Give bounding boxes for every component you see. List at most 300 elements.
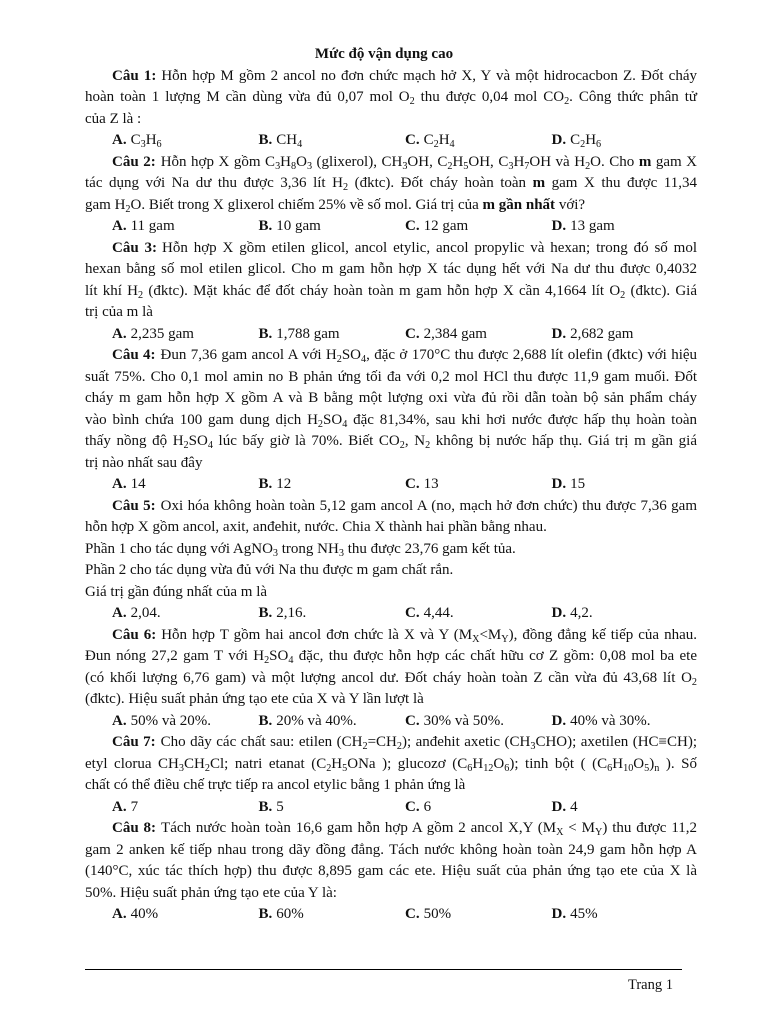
bold-text: m <box>532 175 546 191</box>
option-text <box>424 713 504 729</box>
question-label: Câu 3: <box>112 239 158 256</box>
text-run: ONa ); glucozơ (C <box>347 755 468 772</box>
option-text <box>131 605 161 621</box>
text-run: thấy nồng độ H <box>85 433 184 449</box>
question-label: Câu 6: <box>112 626 157 643</box>
answer-option-d <box>552 216 699 238</box>
subscript: 2 <box>396 741 402 753</box>
option-text <box>276 476 291 492</box>
text-run: 50% <box>423 906 452 922</box>
subscript: 7 <box>524 160 530 172</box>
subscript: 5 <box>463 160 469 172</box>
option-text <box>570 605 593 621</box>
text-run: CHO); axetilen (HC≡CH); <box>535 734 697 750</box>
text-run: H <box>145 132 157 148</box>
answer-option-a <box>112 603 259 625</box>
text-run: 11 gam <box>130 218 175 234</box>
text-run: , đặc ở 170°C thu được 2,688 lít olefin (đktc) với hiệu <box>366 347 698 363</box>
subscript: 2 <box>317 418 323 430</box>
document-body <box>85 44 697 926</box>
question-label: Câu 1: <box>112 67 157 84</box>
text-run: =CH <box>367 734 397 750</box>
text-line <box>85 646 697 668</box>
option-text <box>131 218 175 234</box>
subscript: 3 <box>402 160 408 172</box>
answer-option-a <box>112 474 259 496</box>
text-run: 2,04. <box>130 605 161 621</box>
subscript: X <box>472 633 480 645</box>
text-run: Phần 2 cho tác dụng vừa đủ với Na thu được m gam chất rắn. <box>85 562 454 578</box>
option-text <box>276 218 321 234</box>
answer-option-c <box>405 711 552 733</box>
subscript: 2 <box>564 96 570 108</box>
subscript: 6 <box>504 762 510 774</box>
option-text <box>131 906 159 922</box>
text-run: 4,2. <box>570 605 593 621</box>
option-letter: D. <box>551 325 567 342</box>
option-letter: C. <box>405 798 420 815</box>
subscript: 2 <box>425 440 431 452</box>
option-letter: D. <box>551 476 567 492</box>
answer-options <box>85 603 697 625</box>
answer-option-c <box>405 474 552 496</box>
option-text <box>423 132 455 151</box>
subscript: X <box>556 827 564 839</box>
text-run: 2,16. <box>276 605 307 621</box>
subscript: 2 <box>409 96 415 108</box>
option-text <box>130 132 162 151</box>
subscript: 4 <box>297 139 303 151</box>
text-run: O. Biết trong X glixerol chiếm 25% về số mol. Giá trị của <box>130 196 483 213</box>
question-label: Câu 2: <box>112 153 156 170</box>
answer-options <box>85 130 697 152</box>
text-line <box>85 195 697 217</box>
text-run: (glixerol), CH <box>312 153 403 170</box>
answer-options <box>85 324 697 346</box>
text-line <box>85 668 697 690</box>
subscript: Y <box>594 827 603 839</box>
subscript: 3 <box>275 160 281 172</box>
answer-option-a <box>112 797 259 819</box>
answer-options <box>85 216 697 238</box>
text-run: vào bình chứa 100 gam dung dịch H <box>85 411 318 428</box>
option-letter: B. <box>258 712 273 729</box>
text-run: gam X thu được 11,34 <box>545 175 697 191</box>
option-text <box>276 132 303 151</box>
text-run: , N <box>404 433 426 449</box>
option-letter: D. <box>551 712 567 729</box>
question-label: Câu 4: <box>112 347 156 363</box>
option-letter: C. <box>405 712 420 729</box>
subscript: 2 <box>326 762 332 774</box>
text-run: (đktc). Hiệu suất phản ứng tạo ete của X và Y lần lượt là <box>85 691 424 707</box>
text-line <box>85 66 697 88</box>
option-letter: C. <box>405 906 420 922</box>
text-run: 6 <box>423 798 432 815</box>
text-run: O <box>296 153 307 170</box>
text-line <box>85 431 697 453</box>
question-7 <box>85 732 697 818</box>
text-line <box>85 302 697 324</box>
text-run: 10 gam <box>276 218 321 234</box>
answer-option-a <box>112 324 259 346</box>
text-run: trong NH <box>278 540 339 557</box>
text-line <box>85 689 697 711</box>
subscript: 2 <box>585 160 591 172</box>
text-run: 5 <box>276 798 284 815</box>
option-text <box>424 906 452 922</box>
text-line <box>85 560 697 582</box>
text-run: Tách nước hoàn toàn 16,6 gam hỗn hợp A gồm 2 ancol X,Y (M <box>161 820 557 836</box>
text-run: C <box>130 132 141 148</box>
option-letter: D. <box>551 605 567 621</box>
option-text <box>276 713 356 729</box>
answer-option-b <box>259 130 406 152</box>
option-text <box>570 218 615 234</box>
subscript: 6 <box>156 139 162 151</box>
text-run: (có khối lượng 6,76 gam) và một lượng ancol dư. Đốt cháy hoàn toàn Z cần vừa đủ 43,68 lít O <box>85 669 692 686</box>
text-line <box>85 840 697 862</box>
option-text <box>424 218 469 234</box>
text-line <box>85 517 697 539</box>
text-run: C <box>570 132 581 148</box>
subscript: 3 <box>140 139 146 151</box>
subscript: 3 <box>272 547 279 559</box>
subscript: 2 <box>342 182 349 194</box>
subscript: 2 <box>620 289 626 301</box>
answer-option-c <box>405 130 552 152</box>
answer-option-b <box>259 797 406 819</box>
answer-option-c <box>405 904 552 926</box>
text-run: OH và H <box>529 153 586 170</box>
text-line <box>85 410 697 432</box>
option-text <box>570 799 578 815</box>
text-run: 13 gam <box>570 218 615 234</box>
answer-option-a <box>112 216 259 238</box>
text-run: H <box>612 755 624 772</box>
text-run: 20% và 40%. <box>276 712 357 729</box>
subscript: 3 <box>306 160 313 172</box>
text-run: <M <box>479 626 502 643</box>
text-line <box>85 388 697 410</box>
answer-option-c <box>405 603 552 625</box>
option-text <box>276 605 306 621</box>
text-run: ). Số <box>659 755 698 772</box>
text-run: Đun 7,36 gam ancol A với H <box>160 347 337 363</box>
question-label: Câu 8: <box>112 820 157 836</box>
text-run: (đktc). Mặt khác để đốt cháy hoàn toàn m gam hỗn hợp X cần 4,1664 lít O <box>143 282 621 299</box>
text-line <box>85 87 697 109</box>
text-run: 40% và 30%. <box>570 712 651 729</box>
text-line <box>85 883 697 905</box>
text-run: ) thu được 11,2 <box>602 820 698 836</box>
subscript: 2 <box>433 139 439 151</box>
subscript: 4 <box>342 418 348 430</box>
text-run: 13 <box>423 476 439 492</box>
subscript: 2 <box>183 440 189 452</box>
option-text <box>424 605 454 621</box>
text-run: SO <box>188 433 208 449</box>
text-run: lúc bấy giờ là 70%. Biết CO <box>212 433 400 449</box>
option-text <box>131 326 194 342</box>
option-letter: B. <box>258 325 273 342</box>
answer-option-c <box>405 324 552 346</box>
answer-option-d <box>552 711 699 733</box>
subscript: 2 <box>691 676 697 688</box>
question-6 <box>85 625 697 733</box>
text-run: Giá trị gần đúng nhất của m là <box>85 583 268 600</box>
text-run: thu được 23,76 gam kết tủa. <box>343 540 516 557</box>
text-run: ); tinh bột ( (C <box>509 755 608 772</box>
text-run: (đktc). Đốt cháy hoàn toàn <box>348 175 533 191</box>
question-5 <box>85 496 697 625</box>
subscript: 4 <box>207 440 213 452</box>
text-run: trị của m là <box>85 304 153 320</box>
option-letter: A. <box>112 218 127 234</box>
answer-option-c <box>405 216 552 238</box>
text-run: gam X <box>651 153 698 170</box>
text-run: lít khí H <box>85 282 139 299</box>
subscript: 2 <box>336 354 342 366</box>
text-line <box>85 152 697 174</box>
text-run: đặc, thu được hỗn hợp các chất hữu cơ Z gồm: 0,08 mol ba ete <box>293 648 697 664</box>
text-run: ) <box>649 755 655 772</box>
answer-option-b <box>259 474 406 496</box>
text-run: của Z là : <box>85 110 142 127</box>
subscript: 2 <box>138 289 144 301</box>
question-8 <box>85 818 697 926</box>
text-line <box>85 625 697 647</box>
text-run: Cho dãy các chất sau: etilen (CH <box>160 734 363 750</box>
subscript: 3 <box>530 741 536 753</box>
text-run: H <box>438 132 450 148</box>
text-run: ), đồng đẳng kế tiếp của nhau. <box>508 626 698 643</box>
text-run: với? <box>555 196 586 213</box>
bold-text: m gần nhất <box>482 196 556 213</box>
page-number: Trang 1 <box>628 977 673 993</box>
text-run: tác dụng với Na dư thu được 3,36 lít H <box>85 175 343 191</box>
answer-options <box>85 797 697 819</box>
text-run: 14 <box>130 476 146 492</box>
text-line <box>85 582 697 604</box>
text-run: 4,44. <box>423 605 454 621</box>
text-run: ); anđehit axetic (CH <box>401 734 531 750</box>
text-run: cháy m gam hỗn hợp X gồm A và B bằng một lượng oxi vừa đủ rồi dẫn toàn bộ sản phẩm cháy <box>85 390 697 406</box>
option-letter: B. <box>258 218 273 234</box>
text-line <box>85 259 697 281</box>
text-run: Hỗn hợp X gồm C <box>160 153 276 170</box>
text-line <box>85 367 697 389</box>
subscript: 12 <box>483 762 494 774</box>
option-text <box>276 906 304 922</box>
text-run: suất 75%. Cho 0,1 mol amin no B phản ứng tối đa với 0,2 mol HCl thu được 11,9 gam muối. Đốt <box>85 368 697 385</box>
text-run: 50%. Hiệu suất phản ứng tạo ete của Y là: <box>85 884 337 901</box>
question-2 <box>85 152 697 238</box>
text-run: OH, C <box>407 153 448 170</box>
answer-option-b <box>259 603 406 625</box>
answer-option-d <box>552 324 699 346</box>
subscript: 4 <box>288 655 294 667</box>
option-letter: A. <box>112 325 127 342</box>
option-text <box>570 132 602 151</box>
answer-option-d <box>552 130 699 152</box>
text-run: H <box>280 153 291 170</box>
text-line <box>85 109 697 131</box>
text-run: Hỗn hợp X gồm etilen glicol, ancol etylic, ancol propylic và hexan; trong đó số mol <box>162 239 698 256</box>
answer-options <box>85 474 697 496</box>
text-run: O <box>633 755 645 772</box>
text-run: 12 <box>276 476 292 492</box>
text-line <box>85 754 697 776</box>
answer-options <box>85 711 697 733</box>
footer-divider <box>85 969 682 970</box>
text-run: H <box>331 755 343 772</box>
answer-option-c <box>405 797 552 819</box>
option-letter: A. <box>112 132 127 148</box>
answer-option-a <box>112 130 259 152</box>
text-run: gam 2 anken kế tiếp nhau trong dãy đồng đẳng. Tách nước không hoàn toàn 24,9 gam hỗn hợp A <box>85 841 697 858</box>
subscript: 3 <box>178 762 184 774</box>
text-run: (140°C, xúc tác thích hợp) thu được 8,895 gam các ete. Hiệu suất của phản ứng tạo ete của X là <box>85 863 697 879</box>
answer-option-b <box>259 324 406 346</box>
answer-option-d <box>552 603 699 625</box>
subscript: 6 <box>467 762 473 774</box>
option-letter: C. <box>405 218 420 234</box>
text-run: 2,235 gam <box>130 325 194 342</box>
text-line <box>85 775 697 797</box>
option-text <box>131 799 139 815</box>
option-letter: C. <box>405 605 420 621</box>
text-run: 45% <box>570 906 598 922</box>
answer-option-a <box>112 711 259 733</box>
option-text <box>424 799 432 815</box>
text-run: SO <box>323 411 343 428</box>
text-run: 50% và 20%. <box>130 712 211 729</box>
option-letter: C. <box>405 476 420 492</box>
text-run: H <box>513 153 525 170</box>
text-run: 4 <box>570 798 578 815</box>
subscript: 2 <box>399 440 405 452</box>
text-run: không bị nước hấp thụ. Giá trị m gần giá <box>430 433 697 449</box>
option-letter: A. <box>112 605 127 621</box>
text-run: chất có thể điều chế trực tiếp ra ancol etylic bằng 1 phản ứng là <box>85 777 466 793</box>
option-text <box>131 713 211 729</box>
subscript: 2 <box>580 139 586 151</box>
answer-option-a <box>112 904 259 926</box>
text-run: H <box>472 755 484 772</box>
subscript: 5 <box>342 762 348 774</box>
text-run: Hỗn hợp M gồm 2 ancol no đơn chức mạch hở X, Y và một hidrocacbon Z. Đốt cháy <box>161 67 698 84</box>
question-3 <box>85 238 697 346</box>
subscript: 6 <box>596 139 602 151</box>
text-run: O <box>493 755 505 772</box>
subscript: 3 <box>338 547 344 559</box>
option-letter: D. <box>551 132 567 148</box>
option-letter: C. <box>405 325 420 342</box>
answer-option-d <box>552 797 699 819</box>
subscript: 10 <box>623 762 634 774</box>
option-text <box>276 326 339 342</box>
text-line <box>85 539 697 561</box>
answer-option-b <box>259 216 406 238</box>
text-line <box>85 453 697 475</box>
text-line <box>85 818 697 840</box>
subscript: 4 <box>449 139 455 151</box>
text-line <box>85 281 697 303</box>
text-run: Cl; natri etanat (C <box>209 755 327 772</box>
text-run: 15 <box>570 476 586 492</box>
question-4 <box>85 345 697 496</box>
option-letter: D. <box>551 218 567 234</box>
option-text <box>570 326 633 342</box>
text-run: hỗn hợp X gồm ancol, axit, anđehit, nước. Chia X thành hai phần bằng nhau. <box>85 519 547 535</box>
text-run: SO <box>341 347 362 363</box>
text-line <box>85 238 697 260</box>
option-letter: D. <box>551 798 567 815</box>
subscript: 2 <box>362 741 368 753</box>
option-letter: B. <box>258 132 273 148</box>
question-label: Câu 7: <box>112 734 156 750</box>
subscript: 2 <box>125 203 131 215</box>
option-text <box>131 476 146 492</box>
text-run: 60% <box>276 906 304 922</box>
option-letter: A. <box>112 798 127 815</box>
subscript: 4 <box>361 354 367 366</box>
subscript: 2 <box>447 160 453 172</box>
answer-option-d <box>552 904 699 926</box>
page-title: Mức độ vận dụng cao <box>314 46 454 62</box>
text-run: CH <box>184 755 205 772</box>
text-run: 12 gam <box>423 218 469 234</box>
text-run: C <box>423 132 434 148</box>
subscript: 3 <box>508 160 514 172</box>
answer-option-d <box>552 474 699 496</box>
option-letter: B. <box>258 906 273 922</box>
option-letter: A. <box>112 476 127 492</box>
text-run: O. Cho <box>590 153 639 170</box>
answer-option-b <box>259 711 406 733</box>
bold-text: m <box>638 153 652 170</box>
text-run: SO <box>269 648 289 664</box>
text-line <box>85 861 697 883</box>
text-run: H <box>452 153 464 170</box>
option-letter: B. <box>258 798 273 815</box>
text-run: Đun nóng 27,2 gam T với H <box>85 648 265 664</box>
text-run: hexan bằng số mol etilen glicol. Cho m gam hỗn hợp X tác dụng hết với Na dư thu được 0,4032 <box>85 261 697 277</box>
question-label: Câu 5: <box>112 497 156 514</box>
text-run: 2,682 gam <box>570 325 634 342</box>
text-run: hoàn toàn 1 lượng M cần dùng vừa đủ 0,07 mol O <box>85 89 410 105</box>
text-run: gam H <box>85 196 126 213</box>
text-run: 7 <box>130 798 139 815</box>
answer-options <box>85 904 697 926</box>
text-run: H <box>585 132 597 148</box>
text-run: Phần 1 cho tác dụng với AgNO <box>85 540 273 557</box>
text-run: đặc 81,34%, sau khi hơi nước được hấp thụ hoàn toàn <box>347 411 697 428</box>
question-list <box>85 66 697 926</box>
option-letter: B. <box>258 605 273 621</box>
text-run: 30% và 50%. <box>423 712 504 729</box>
option-text <box>424 476 439 492</box>
answer-option-b <box>259 904 406 926</box>
option-text <box>570 906 598 922</box>
option-text <box>570 476 585 492</box>
option-letter: C. <box>405 132 420 148</box>
option-letter: A. <box>112 906 127 922</box>
text-run: CH <box>276 132 298 148</box>
text-run: < M <box>563 820 595 836</box>
text-run: thu được 0,04 mol CO <box>414 89 565 105</box>
